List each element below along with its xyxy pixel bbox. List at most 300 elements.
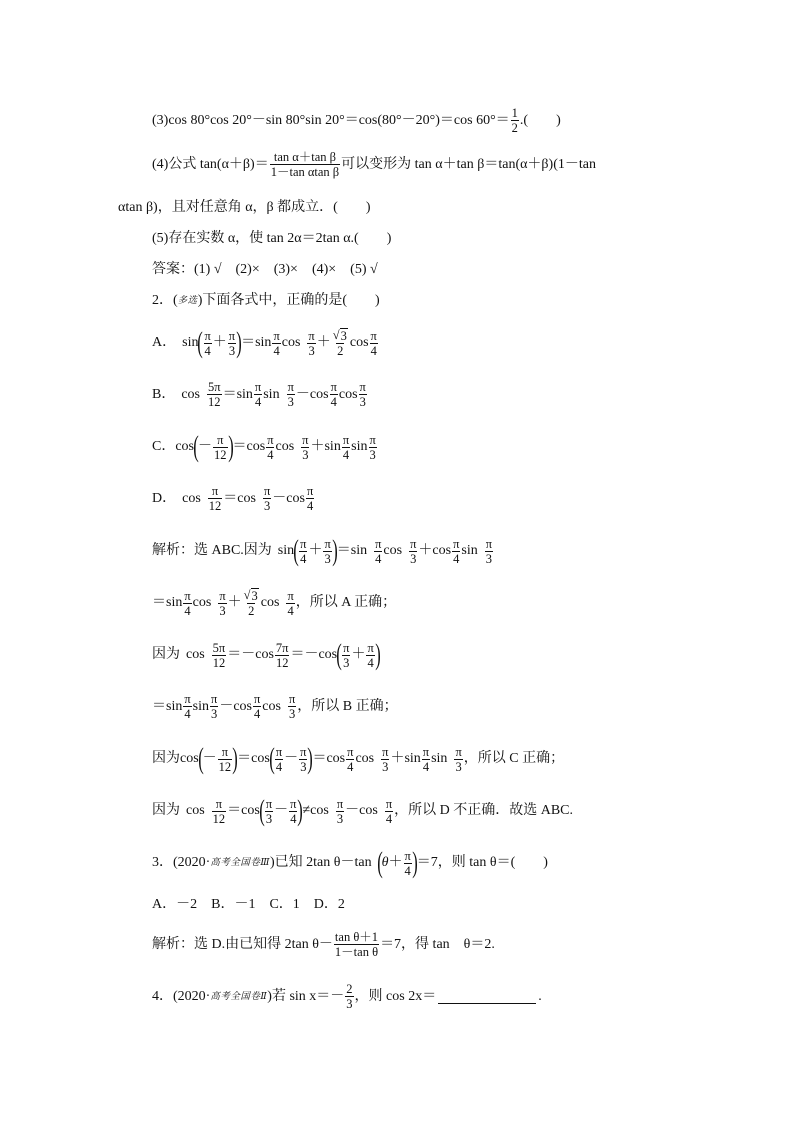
fraction [323, 537, 331, 566]
fraction [345, 982, 353, 1011]
denominator: 4 [184, 707, 191, 721]
fraction [332, 328, 349, 358]
denominator: 3 [485, 551, 493, 566]
math-text: cos [338, 386, 358, 402]
denominator: 2 [511, 121, 518, 135]
q1-item4 [152, 150, 596, 179]
math-text: (5)存在实数 α，使 tan 2α＝2tan α.( ) [152, 231, 392, 246]
q1-item3 [152, 106, 561, 135]
parenthesis: ) [232, 742, 238, 775]
denominator: 4 [273, 343, 280, 358]
math-text: sin [461, 543, 478, 558]
denominator: 3 [410, 551, 417, 566]
fraction [346, 745, 354, 774]
math-text: － [318, 936, 333, 952]
q3-solution [152, 930, 495, 959]
fraction [183, 589, 191, 618]
denominator: 2 [337, 344, 344, 358]
parenthesis: ( [197, 326, 204, 359]
numerator: π [343, 640, 350, 655]
numerator: π [204, 328, 211, 343]
math-text: cos [246, 439, 266, 454]
denominator: 4 [347, 759, 354, 774]
fraction [306, 484, 314, 513]
numerator: 5π [208, 380, 221, 394]
denominator: 12 [208, 499, 222, 513]
math-text: cos [186, 647, 205, 662]
fraction [203, 329, 211, 358]
parenthesis: ) [236, 326, 242, 359]
math-text: sin [404, 751, 421, 766]
math-text: cos [309, 386, 329, 402]
fraction [299, 537, 307, 566]
fraction [286, 589, 294, 618]
denominator: 4 [204, 343, 211, 358]
numerator: π [184, 588, 191, 603]
tag-multi: 多选 [177, 296, 198, 306]
math-text: ＝ [336, 543, 351, 558]
numerator: 2 [346, 982, 353, 996]
math-text: ＝ [152, 698, 166, 714]
math-text: ＋ [418, 543, 433, 558]
math-text: 3 [340, 329, 347, 343]
fraction [359, 380, 367, 409]
math-text: ＝ [232, 439, 247, 454]
math-text: － [345, 803, 360, 818]
numerator [243, 588, 260, 603]
math-text: 因为 [152, 647, 180, 662]
numerator: π [184, 692, 191, 706]
fraction [218, 745, 233, 774]
fraction [212, 797, 227, 826]
parenthesis: ( [193, 430, 199, 463]
fraction [381, 745, 389, 774]
parenthesis: ( [336, 638, 342, 671]
numerator: π [290, 796, 297, 811]
math-text: )下面各式中，正确的是( ) [197, 293, 380, 308]
q3-options [152, 896, 345, 914]
denominator: 3 [228, 343, 236, 358]
denominator: 3 [211, 707, 218, 721]
denominator: 3 [289, 707, 296, 721]
parenthesis: ( [197, 742, 204, 775]
parenthesis: ) [375, 638, 381, 671]
parenthesis: ( [259, 794, 265, 827]
math-text: cos [186, 803, 205, 818]
fraction [454, 745, 462, 774]
numerator: π [267, 432, 274, 447]
denominator: 4 [275, 759, 283, 774]
numerator: π [375, 536, 382, 551]
q2-solution-3 [152, 640, 380, 670]
fraction [452, 537, 460, 566]
square-root: √ 3 [243, 588, 258, 603]
numerator: π [287, 588, 294, 603]
fraction [334, 930, 379, 959]
math-text: C． [152, 439, 176, 454]
parenthesis: ) [307, 742, 314, 775]
denominator: 4 [367, 655, 374, 670]
denominator: 2 [248, 604, 255, 618]
math-text: ，所以 C 正确； [463, 751, 565, 766]
math-text: ＋ [308, 543, 323, 558]
denominator: 4 [370, 343, 377, 358]
math-text: － [284, 751, 299, 766]
denominator: 4 [422, 759, 430, 774]
denominator: 4 [453, 551, 460, 566]
numerator: π [217, 432, 224, 447]
denominator: 12 [212, 811, 226, 826]
q2-option-a [152, 328, 379, 358]
math-text: sin [263, 386, 280, 402]
math-text: D． [152, 490, 177, 506]
q3-stem [152, 848, 548, 878]
fraction [207, 380, 222, 409]
fraction [266, 433, 274, 462]
numerator: π [219, 588, 226, 603]
math-text: ＝ [227, 647, 242, 662]
q1-item4-cont [118, 199, 371, 217]
math-text: 3．(2020· [152, 855, 211, 870]
numerator: π [288, 692, 296, 706]
math-text: ＋ [390, 751, 405, 766]
fraction [289, 797, 297, 826]
math-text: cos [355, 751, 375, 766]
denominator: 12 [208, 395, 221, 409]
denominator: 3 [302, 447, 309, 462]
fraction [368, 433, 376, 462]
math-text: cos [180, 751, 199, 766]
fraction [254, 380, 262, 409]
math-text: ＝ [241, 335, 256, 350]
math-text: )已知 2tan θ－tan [270, 855, 372, 870]
fraction [366, 641, 374, 670]
denominator: 4 [290, 811, 297, 826]
math-text: cos [326, 751, 346, 766]
fraction [213, 433, 228, 462]
math-text: cos [281, 335, 301, 350]
math-text: cos [255, 647, 274, 662]
math-text: cos [383, 543, 403, 558]
fraction [270, 150, 340, 179]
denominator: 3 [343, 655, 350, 670]
math-text: ＋ [227, 595, 242, 610]
math-text: 答案：(1) √ (2)× (3)× (4)× (5) √ [152, 262, 378, 277]
math-text: cos [237, 490, 256, 506]
math-text: cos [175, 439, 195, 454]
math-text: αtan β)，且对任意角 α，β 都成立．( ) [118, 200, 371, 215]
math-text: 4．(2020· [152, 988, 211, 1004]
math-text: ，所以 D 不正确．故选 ABC. [394, 803, 574, 818]
numerator: π [263, 484, 271, 498]
math-text: ＋ [212, 335, 227, 350]
math-text: ＝ [312, 751, 327, 766]
math-text: cos [192, 595, 212, 610]
math-text: ＝ [223, 490, 238, 506]
math-text: A．－2 B．－1 C．1 D．2 [152, 897, 345, 912]
fraction [403, 849, 411, 878]
math-text: cos [251, 751, 270, 766]
denominator: 3 [300, 759, 307, 774]
denominator: 4 [385, 811, 393, 826]
math-text: .( ) [519, 112, 561, 128]
numerator: π [367, 640, 374, 655]
fraction [212, 641, 227, 670]
math-text: cos [233, 698, 252, 714]
denominator: 3 [336, 811, 344, 826]
numerator: tan α＋tan β [273, 150, 337, 164]
numerator: π [485, 536, 493, 551]
math-text: cos [181, 386, 201, 402]
numerator: π [265, 796, 273, 811]
numerator: π [254, 380, 262, 394]
fraction [422, 745, 430, 774]
denominator: 4 [375, 551, 382, 566]
answer-blank[interactable] [438, 989, 536, 1004]
denominator: 3 [308, 343, 315, 358]
fraction [272, 329, 280, 358]
fraction [263, 484, 271, 513]
math-text: )若 sin x＝－ [267, 988, 345, 1004]
fraction [307, 329, 315, 358]
numerator: π [324, 536, 331, 551]
parenthesis: ) [227, 430, 234, 463]
parenthesis: ) [297, 794, 304, 827]
math-text: 因为 [152, 803, 180, 818]
fraction [342, 433, 350, 462]
numerator: π [410, 536, 417, 551]
math-text: － [295, 386, 310, 402]
math-text: － [272, 490, 287, 506]
math-text: sin [350, 543, 368, 558]
math-text: cos [349, 335, 369, 350]
fraction [336, 797, 344, 826]
q1-answer [152, 261, 378, 279]
numerator [332, 328, 349, 343]
math-text: cos [262, 698, 281, 714]
math-text: ＋ [351, 647, 366, 662]
math-text: cos [182, 490, 201, 506]
math-text: (3)cos 80°cos 20°－sin 80°sin 20°＝cos(80°－20°)＝cos 60°＝ [152, 112, 510, 128]
q2-solution-5 [152, 744, 564, 774]
denominator: 4 [300, 551, 307, 566]
numerator: 7π [275, 640, 289, 655]
parenthesis: ) [412, 846, 418, 879]
denominator: 4 [254, 395, 262, 409]
q2-solution-2 [152, 588, 396, 618]
denominator: 4 [267, 447, 274, 462]
parenthesis: ( [376, 846, 383, 879]
math-text: sin [166, 595, 183, 610]
math-text: sin [236, 386, 253, 402]
math-text: (4)公式 tan(α＋β)＝ [152, 156, 269, 172]
q2-option-d [152, 484, 315, 513]
math-text: sin [182, 335, 199, 350]
math-text: ＋ [388, 855, 403, 870]
fraction [208, 484, 223, 513]
denominator: 4 [330, 395, 337, 409]
math-text: ，所以 B 正确； [297, 698, 398, 714]
fraction [243, 588, 260, 618]
math-text: 3 [251, 589, 258, 603]
numerator: π [404, 848, 411, 863]
denominator: 3 [265, 811, 273, 826]
denominator: 4 [404, 863, 411, 878]
numerator: π [455, 744, 462, 759]
fraction [253, 692, 261, 721]
numerator: π [382, 744, 389, 759]
q2-solution-6 [152, 796, 573, 826]
numerator: π [273, 328, 280, 343]
denominator: 12 [212, 655, 226, 670]
fraction [511, 106, 519, 135]
q2-option-b [152, 380, 368, 409]
math-text: cos [241, 803, 260, 818]
numerator: π [422, 744, 430, 759]
q2-stem [152, 292, 380, 310]
math-text: 可以变形为 tan α＋tan β＝tan(α＋β)(1－tan [341, 156, 596, 172]
numerator: π [221, 744, 229, 759]
numerator: π [370, 328, 377, 343]
fraction [228, 329, 236, 358]
math-text: B． [152, 386, 176, 402]
math-text: sin [431, 751, 448, 766]
fraction [330, 380, 338, 409]
numerator: π [215, 796, 223, 811]
fraction [275, 745, 283, 774]
q2-solution-1 [152, 536, 494, 566]
denominator: 4 [287, 603, 294, 618]
denominator: 3 [346, 997, 353, 1011]
denominator: 4 [254, 707, 261, 721]
math-text: 解析：选 ABC.因为 [152, 543, 272, 558]
numerator: π [275, 744, 283, 759]
numerator: π [253, 692, 261, 706]
numerator: π [287, 380, 294, 394]
fraction [210, 692, 218, 721]
numerator: π [385, 796, 393, 811]
numerator: π [359, 380, 366, 394]
math-text: ≠ [302, 803, 311, 818]
math-text: ＋ [316, 335, 331, 350]
numerator: π [302, 432, 309, 447]
denominator: 12 [275, 655, 289, 670]
math-text: cos [310, 803, 329, 818]
numerator: π [211, 692, 218, 706]
numerator: π [306, 484, 314, 498]
math-text: ＝ [227, 803, 242, 818]
math-text: － [274, 803, 289, 818]
math-text: cos [275, 439, 295, 454]
math-text: ＝ [152, 595, 166, 610]
math-text: sin [277, 543, 295, 558]
denominator: 3 [359, 395, 366, 409]
numerator: π [308, 328, 315, 343]
fraction [183, 692, 191, 721]
math-text: ＝7，则 tan θ＝( ) [416, 855, 548, 870]
math-text: sin [192, 698, 209, 714]
math-text: sin [324, 439, 341, 454]
denominator: 3 [382, 759, 389, 774]
tag-exam: 高考全国卷Ⅱ [210, 991, 268, 1002]
math-text: 因为 [152, 751, 180, 766]
math-text: A． [152, 335, 177, 350]
numerator: π [211, 484, 219, 498]
q1-item5 [152, 230, 391, 248]
numerator: π [228, 328, 236, 343]
fraction [265, 797, 273, 826]
numerator: π [369, 432, 376, 447]
math-text: sin [255, 335, 272, 350]
math-text: cos [286, 490, 305, 506]
denominator: 3 [455, 759, 462, 774]
math-text: . [538, 988, 542, 1004]
numerator: π [300, 536, 307, 551]
math-text: － [198, 439, 213, 454]
math-text: ＝ [237, 751, 252, 766]
denominator: 3 [324, 551, 331, 566]
numerator: π [336, 796, 344, 811]
q2-solution-4 [152, 692, 398, 721]
math-text: cos [432, 543, 452, 558]
denominator: 4 [342, 447, 350, 462]
denominator: 12 [218, 759, 232, 774]
fraction [385, 797, 393, 826]
fraction [301, 433, 309, 462]
fraction [218, 589, 226, 618]
math-text: ＝7，得 tan θ＝2. [380, 936, 495, 952]
math-text: ＝ [222, 386, 237, 402]
parenthesis: ( [293, 534, 299, 567]
numerator: tan θ＋1 [334, 930, 379, 944]
fraction [275, 641, 290, 670]
denominator: 4 [184, 603, 191, 618]
math-text: － [241, 647, 256, 662]
denominator: 1－tan αtan β [270, 165, 340, 179]
math-text: 2．( [152, 293, 178, 308]
fraction [409, 537, 417, 566]
math-text: cos [260, 595, 280, 610]
math-text: cos [318, 647, 338, 662]
math-text: cos [359, 803, 378, 818]
fraction [374, 537, 382, 566]
denominator: 3 [264, 499, 271, 513]
denominator: 3 [287, 395, 294, 409]
numerator: π [453, 536, 460, 551]
numerator: 5π [212, 640, 226, 655]
denominator: 12 [214, 447, 227, 462]
q2-option-c [152, 432, 378, 462]
parenthesis: ( [269, 742, 275, 775]
numerator: π [330, 380, 337, 394]
math-text: ，则 cos 2x＝ [354, 988, 437, 1004]
fraction [287, 380, 295, 409]
denominator: 3 [369, 447, 376, 462]
numerator: π [347, 744, 354, 759]
math-text: 解析：选 D.由已知得 2tan θ [152, 936, 319, 952]
numerator: π [342, 432, 350, 447]
math-text: － [304, 647, 319, 662]
fraction [342, 641, 350, 670]
math-text: θ [381, 855, 389, 870]
denominator: 1－tan θ [334, 945, 379, 959]
math-text: sin [166, 698, 183, 714]
math-text: ＝ [290, 647, 305, 662]
numerator: π [300, 744, 307, 759]
math-text: sin [351, 439, 368, 454]
numerator: 1 [511, 106, 518, 120]
denominator: 3 [219, 603, 226, 618]
